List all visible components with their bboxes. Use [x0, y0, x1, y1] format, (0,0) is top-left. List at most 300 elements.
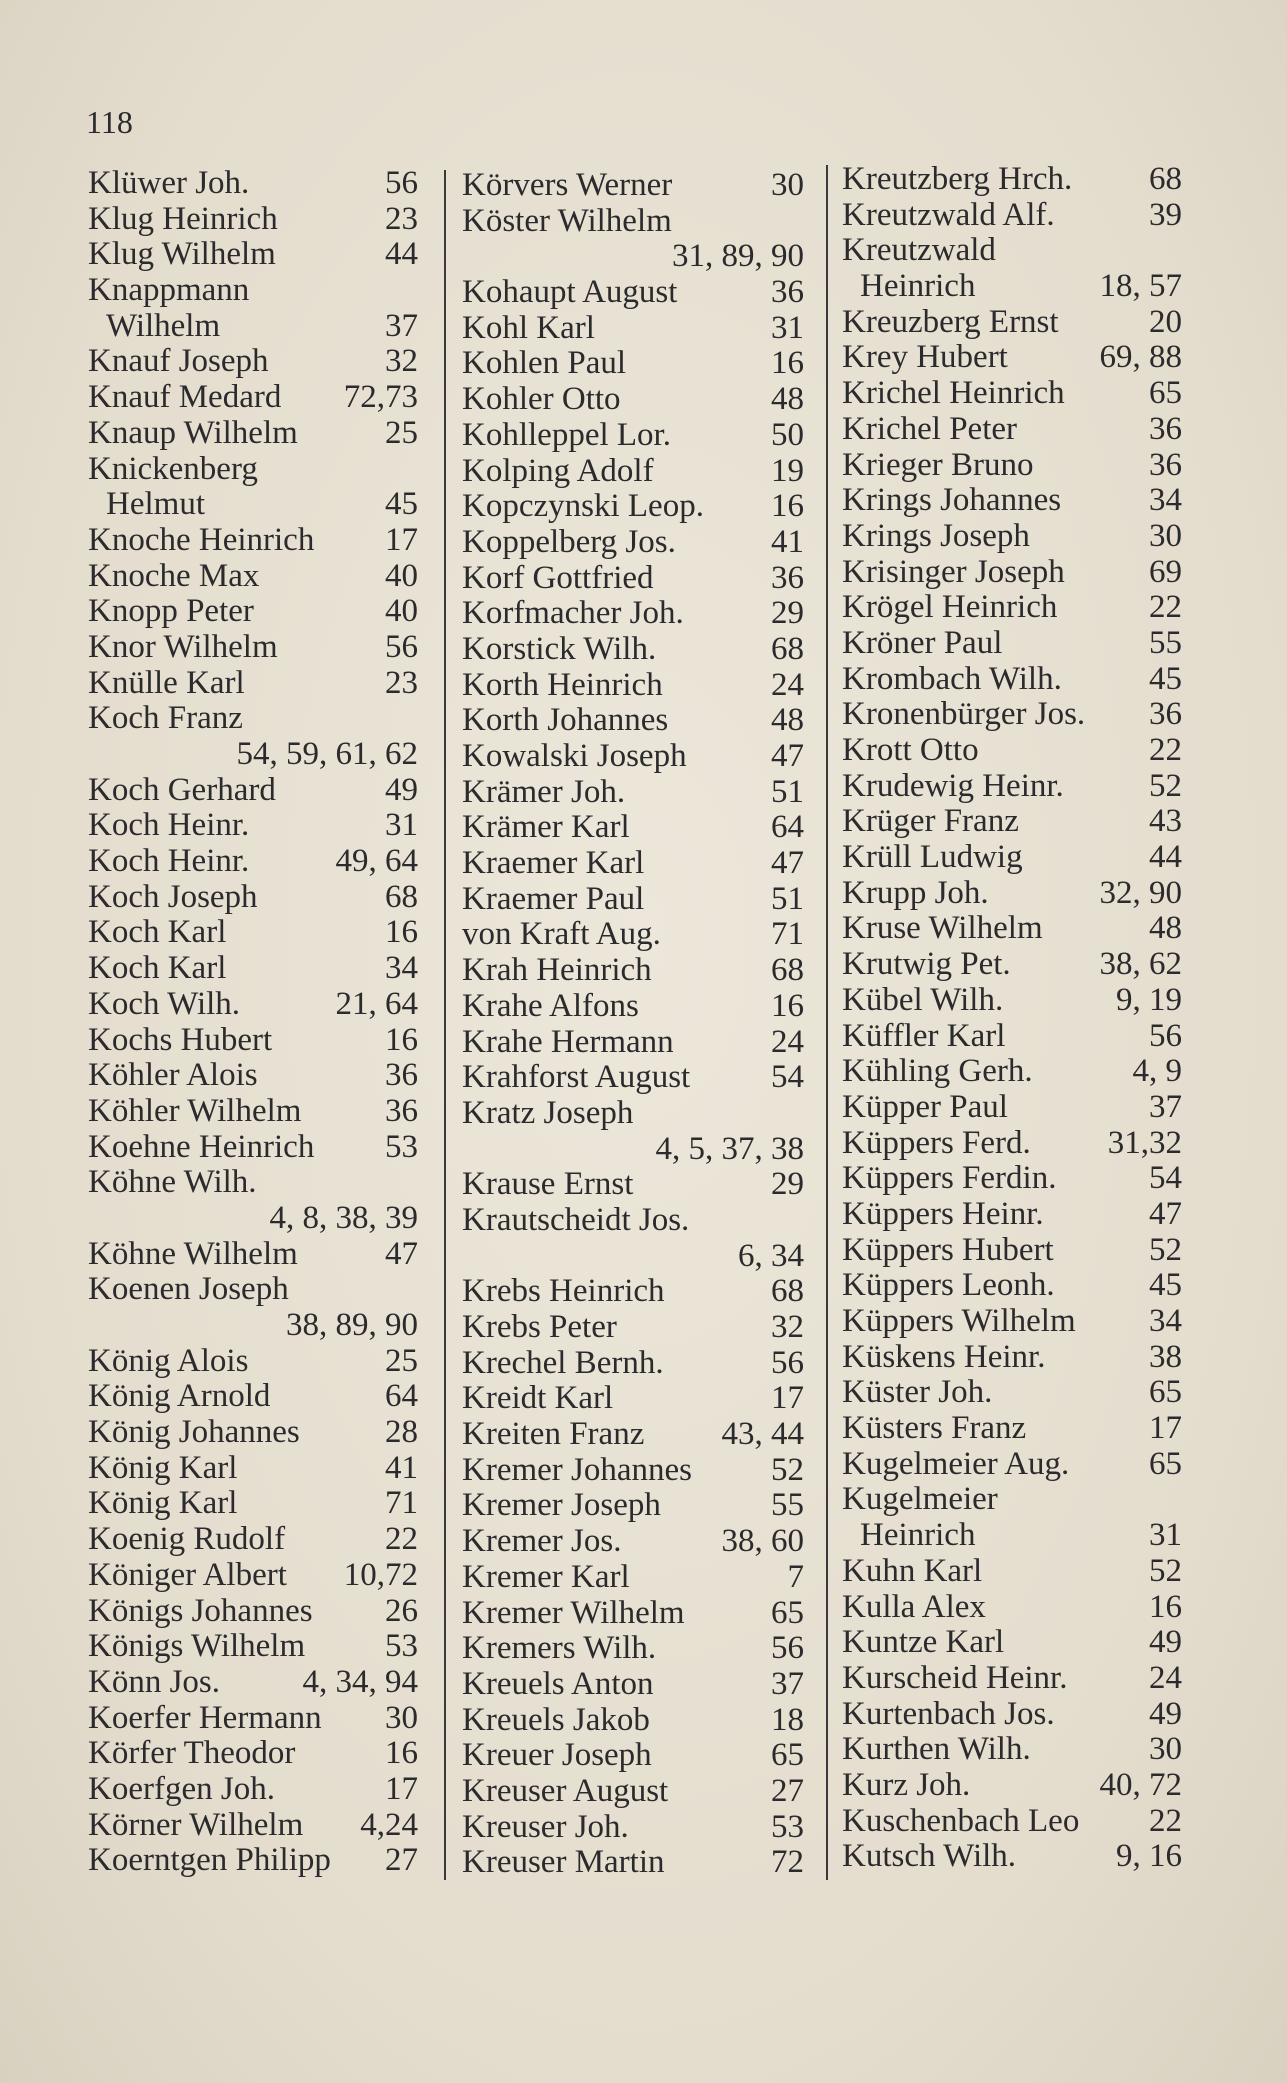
entry-name: Kohl Karl: [462, 309, 595, 346]
entry-pages: 24: [1149, 1659, 1182, 1696]
index-entry-line: [88, 666, 418, 702]
index-entry-line: [462, 1025, 804, 1061]
entry-pages: 47: [1149, 1195, 1182, 1232]
entry-pages: 41: [771, 523, 804, 560]
entry-pages: 56: [385, 628, 418, 665]
entry-pages: 68: [771, 630, 804, 667]
index-entry-line: [88, 987, 418, 1023]
index-entry-line: [88, 1094, 418, 1130]
entry-pages: 4,24: [360, 1806, 418, 1843]
entry-name: Helmut: [106, 486, 205, 523]
index-entry-line: [462, 168, 804, 204]
entry-pages: 47: [771, 845, 804, 882]
index-entry-line: [842, 1090, 1182, 1126]
index-entry-line: [462, 346, 804, 382]
entry-pages: 53: [385, 1128, 418, 1165]
entry-name: Knülle Karl: [88, 664, 245, 701]
index-entry-line: [462, 1845, 804, 1881]
entry-pages: 17: [385, 1770, 418, 1807]
entry-name: Krämer Karl: [462, 809, 630, 846]
entry-name: Koch Franz: [88, 700, 243, 737]
entry-name: Koch Gerhard: [88, 771, 276, 808]
entry-pages: 51: [771, 880, 804, 917]
entry-pages: 41: [385, 1449, 418, 1486]
entry-pages: 16: [771, 987, 804, 1024]
entry-pages: 45: [1149, 660, 1182, 697]
index-column-2: [462, 168, 804, 1881]
index-entry-line: [88, 1344, 418, 1380]
entry-name: Krings Johannes: [842, 482, 1062, 519]
index-entry-line: [462, 1096, 804, 1132]
index-entry-line: [842, 840, 1182, 876]
entry-name: Krahe Hermann: [462, 1023, 674, 1060]
entry-pages: 6, 34: [738, 1237, 804, 1274]
entry-name: Kremer Johannes: [462, 1451, 693, 1488]
index-entry-line: [462, 1667, 804, 1703]
index-entry-line: [88, 1808, 418, 1844]
entry-name: Krieger Bruno: [842, 446, 1034, 483]
entry-name: Wilhelm: [106, 307, 221, 344]
entry-name: Krichel Heinrich: [842, 375, 1065, 412]
entry-name: Kohlleppel Lor.: [462, 416, 671, 453]
entry-name: Küsters Franz: [842, 1410, 1027, 1447]
entry-pages: 32: [771, 1309, 804, 1345]
index-entry-line: [88, 1736, 418, 1772]
index-entry-line: [88, 1558, 418, 1594]
column-divider: [444, 170, 446, 1880]
entry-pages: 16: [385, 914, 418, 951]
entry-name: Krings Joseph: [842, 517, 1030, 554]
entry-name: Kuhn Karl: [842, 1552, 983, 1589]
entry-pages: 68: [771, 952, 804, 989]
index-entry-line: [88, 1843, 418, 1879]
index-entry-line: [462, 953, 804, 989]
entry-name: Kröner Paul: [842, 624, 1003, 661]
entry-pages: 64: [385, 1378, 418, 1415]
entry-pages: 36: [385, 1092, 418, 1129]
entry-name: Küppers Wilhelm: [842, 1303, 1076, 1339]
index-entry-line: [842, 1625, 1182, 1661]
entry-pages: 71: [771, 916, 804, 953]
entry-name: Koch Karl: [88, 914, 227, 951]
index-entry-line: [88, 1522, 418, 1558]
entry-name: Kochs Hubert: [88, 1021, 273, 1058]
index-entry-line: [462, 1560, 804, 1596]
entry-pages: 38: [1149, 1338, 1182, 1375]
entry-name: Korfmacher Joh.: [462, 595, 684, 632]
entry-pages: 43: [1149, 803, 1182, 840]
entry-pages: 24: [771, 666, 804, 703]
index-entry-line: [462, 1810, 804, 1846]
index-entry-line: [462, 1774, 804, 1810]
entry-name: Kugelmeier Aug.: [842, 1445, 1070, 1482]
index-entry-line: [842, 1197, 1182, 1233]
entry-name: Küster Joh.: [842, 1374, 993, 1411]
entry-pages: 53: [771, 1808, 804, 1845]
entry-name: Köhne Wilhelm: [88, 1235, 298, 1272]
entry-name: Kreuzberg Ernst: [842, 303, 1059, 340]
index-entry-line: [462, 418, 804, 454]
entry-pages: 30: [771, 167, 804, 203]
index-entry-line: [462, 1524, 804, 1560]
index-entry-line: [842, 448, 1182, 484]
entry-name: Krämer Joh.: [462, 773, 626, 810]
index-column-1: [88, 166, 418, 1879]
entry-name: Küppers Ferd.: [842, 1124, 1031, 1161]
entry-name: Knor Wilhelm: [88, 628, 278, 665]
index-entry-line: [842, 733, 1182, 769]
index-entry-line: [88, 273, 418, 309]
index-entry-line: [462, 525, 804, 561]
entry-name: Korth Heinrich: [462, 666, 663, 703]
entry-name: Küppers Leonh.: [842, 1267, 1055, 1304]
entry-name: Kohler Otto: [462, 381, 621, 418]
index-entry-line: [88, 1415, 418, 1451]
entry-pages: 19: [771, 452, 804, 489]
entry-name: Koenen Joseph: [88, 1271, 289, 1308]
entry-pages: 4, 34, 94: [302, 1663, 418, 1700]
index-entry-line: [88, 1665, 418, 1701]
entry-pages: 48: [1149, 910, 1182, 947]
entry-pages: 36: [771, 559, 804, 596]
entry-name: Kratz Joseph: [462, 1094, 634, 1131]
entry-pages: 69, 88: [1099, 339, 1182, 376]
entry-name: Kurtenbach Jos.: [842, 1695, 1055, 1732]
entry-pages: 22: [1149, 589, 1182, 626]
entry-name: Kraemer Karl: [462, 845, 645, 882]
index-entry-line: [842, 1233, 1182, 1269]
index-entry-line: [842, 769, 1182, 805]
entry-pages: 48: [771, 381, 804, 418]
entry-name: Knauf Medard: [88, 379, 282, 416]
entry-pages: 47: [385, 1235, 418, 1272]
index-entry-line: [88, 237, 418, 273]
entry-pages: 37: [771, 1665, 804, 1702]
entry-name: Kühling Gerh.: [842, 1053, 1033, 1090]
entry-pages: 26: [385, 1592, 418, 1629]
entry-name: Kremers Wilh.: [462, 1630, 657, 1667]
entry-pages: 9, 16: [1116, 1838, 1182, 1875]
entry-pages: 4, 5, 37, 38: [655, 1130, 804, 1167]
index-entry-line: [842, 269, 1182, 305]
index-entry-line: [842, 1411, 1182, 1447]
entry-pages: 16: [771, 488, 804, 525]
index-entry-line: [462, 703, 804, 739]
index-entry-line: [842, 1126, 1182, 1162]
entry-pages: 34: [1149, 1303, 1182, 1339]
entry-pages: 31: [771, 309, 804, 346]
entry-name: Könn Jos.: [88, 1663, 221, 1700]
entry-pages: 50: [771, 416, 804, 453]
entry-name: Knappmann: [88, 272, 250, 309]
entry-name: Krisinger Joseph: [842, 553, 1065, 590]
entry-pages: 16: [1149, 1588, 1182, 1625]
entry-pages: 65: [1149, 1445, 1182, 1482]
entry-pages: 56: [1149, 1017, 1182, 1054]
index-entry-line: [88, 1486, 418, 1522]
page-number: 118: [86, 104, 133, 140]
index-entry-line: [462, 454, 804, 490]
entry-pages: 39: [1149, 196, 1182, 233]
entry-pages: 40: [385, 593, 418, 630]
entry-name: Kraemer Paul: [462, 880, 645, 917]
index-entry-line: [462, 1738, 804, 1774]
entry-name: König Alois: [88, 1342, 249, 1379]
entry-name: Kreuser Martin: [462, 1844, 665, 1881]
entry-name: Körfer Theodor: [88, 1735, 296, 1772]
entry-name: Krüll Ludwig: [842, 839, 1023, 876]
entry-name: Koch Karl: [88, 950, 227, 987]
entry-name: Krause Ernst: [462, 1166, 634, 1203]
index-entry-line: [842, 1661, 1182, 1697]
index-entry-line: [88, 487, 418, 523]
entry-pages: 36: [1149, 446, 1182, 483]
entry-pages: 49, 64: [335, 843, 418, 880]
entry-name: Knopp Peter: [88, 593, 254, 630]
entry-pages: 4, 8, 38, 39: [269, 1199, 418, 1236]
entry-pages: 31,32: [1107, 1124, 1182, 1161]
entry-pages: 47: [771, 738, 804, 774]
entry-pages: 44: [1149, 839, 1182, 876]
entry-name: Königs Johannes: [88, 1592, 313, 1629]
entry-pages: 9, 19: [1116, 981, 1182, 1018]
index-entry-line: [462, 1346, 804, 1382]
entry-name: Krechel Bernh.: [462, 1344, 664, 1381]
index-entry-line: [462, 596, 804, 632]
entry-pages: 16: [771, 345, 804, 382]
entry-pages: 64: [771, 809, 804, 846]
entry-pages: 22: [1149, 1802, 1182, 1839]
entry-name: Kurthen Wilh.: [842, 1731, 1031, 1768]
entry-pages: 40: [385, 557, 418, 594]
entry-name: Krah Heinrich: [462, 952, 652, 989]
index-entry-line: [462, 561, 804, 597]
entry-name: Küppers Heinr.: [842, 1195, 1044, 1232]
index-entry-line: [462, 775, 804, 811]
index-entry-line: [842, 376, 1182, 412]
index-column-3: [842, 162, 1182, 1875]
entry-name: Kreuser August: [462, 1772, 669, 1809]
entry-name: Kuntze Karl: [842, 1624, 1005, 1661]
index-entry-line: [842, 1268, 1182, 1304]
entry-pages: 32, 90: [1099, 874, 1182, 911]
entry-name: Kopczynski Leop.: [462, 488, 704, 525]
index-entry-line: [462, 882, 804, 918]
entry-pages: 40, 72: [1099, 1766, 1182, 1803]
index-entry-line: [462, 632, 804, 668]
entry-name: Korstick Wilh.: [462, 630, 657, 667]
index-entry-line: [88, 630, 418, 666]
entry-pages: 20: [1149, 303, 1182, 340]
index-entry-line: [842, 876, 1182, 912]
index-entry-line: [842, 340, 1182, 376]
index-entry-line: [462, 810, 804, 846]
index-entry-line: [842, 1590, 1182, 1626]
entry-pages: 18, 57: [1099, 268, 1182, 305]
entry-pages: 23: [385, 664, 418, 701]
entry-pages: 31: [385, 807, 418, 844]
index-entry-line: [88, 202, 418, 238]
entry-name: Kreidt Karl: [462, 1380, 614, 1417]
index-entry-line: [842, 1161, 1182, 1197]
entry-name: Koehne Heinrich: [88, 1128, 315, 1165]
entry-pages: 31, 89, 90: [672, 238, 804, 275]
index-entry-line: [88, 844, 418, 880]
entry-pages: 69: [1149, 553, 1182, 590]
entry-pages: 38, 62: [1099, 946, 1182, 983]
index-entry-line: [88, 1237, 418, 1273]
index-entry-line: [88, 1594, 418, 1630]
index-entry-line: [88, 773, 418, 809]
entry-name: König Johannes: [88, 1414, 300, 1451]
entry-pages: 34: [1149, 482, 1182, 519]
entry-name: Kreuels Anton: [462, 1665, 654, 1702]
entry-name: Kurz Joh.: [842, 1766, 971, 1803]
entry-name: Kremer Karl: [462, 1558, 630, 1595]
index-entry-line: [842, 590, 1182, 626]
index-entry-line: [462, 846, 804, 882]
entry-pages: 68: [1149, 161, 1182, 197]
entry-pages: 52: [1149, 767, 1182, 804]
index-entry-line: [88, 523, 418, 559]
index-entry-line: [88, 951, 418, 987]
entry-name: Knaup Wilhelm: [88, 414, 298, 451]
index-entry-line: [842, 1554, 1182, 1590]
index-entry-line: [462, 382, 804, 418]
entry-name: Heinrich: [860, 1517, 976, 1554]
entry-name: Kugelmeier: [842, 1481, 998, 1518]
index-entry-line: [842, 1304, 1182, 1340]
entry-name: Küppers Hubert: [842, 1231, 1054, 1268]
index-entry-line: [88, 1201, 418, 1237]
entry-name: Kreuser Joh.: [462, 1808, 629, 1845]
entry-pages: 30: [1149, 517, 1182, 554]
index-entry-line: [462, 1453, 804, 1489]
index-entry-line: [462, 311, 804, 347]
entry-name: Kreuer Joseph: [462, 1737, 652, 1774]
entry-name: Krögel Heinrich: [842, 589, 1058, 626]
entry-name: Kohaupt August: [462, 274, 678, 311]
entry-name: Koppelberg Jos.: [462, 523, 676, 560]
entry-name: König Arnold: [88, 1378, 271, 1415]
index-entry-line: [462, 1381, 804, 1417]
entry-pages: 4, 9: [1132, 1053, 1182, 1090]
index-entry-line: [88, 1023, 418, 1059]
entry-pages: 7: [787, 1558, 804, 1595]
entry-name: Krüger Franz: [842, 803, 1019, 840]
index-entry-line: [88, 1165, 418, 1201]
entry-pages: 24: [771, 1023, 804, 1060]
entry-pages: 25: [385, 1342, 418, 1379]
entry-name: Küffler Karl: [842, 1017, 1006, 1054]
entry-pages: 25: [385, 414, 418, 451]
entry-pages: 32: [385, 343, 418, 380]
entry-pages: 28: [385, 1414, 418, 1451]
entry-pages: 55: [771, 1487, 804, 1524]
entry-name: Königer Albert: [88, 1556, 287, 1593]
entry-pages: 37: [385, 307, 418, 344]
index-entry-line: [88, 380, 418, 416]
entry-name: Kruse Wilhelm: [842, 910, 1043, 947]
entry-name: Kreutzwald Alf.: [842, 196, 1055, 233]
index-entry-line: [842, 483, 1182, 519]
entry-name: Krebs Peter: [462, 1309, 617, 1345]
index-entry-line: [842, 1054, 1182, 1090]
entry-pages: 56: [385, 165, 418, 201]
entry-pages: 45: [1149, 1267, 1182, 1304]
entry-pages: 22: [1149, 732, 1182, 768]
entry-name: König Karl: [88, 1449, 238, 1486]
entry-name: Krutwig Pet.: [842, 946, 1011, 983]
entry-pages: 56: [771, 1344, 804, 1381]
entry-name: Koerfer Hermann: [88, 1699, 322, 1736]
entry-pages: 36: [1149, 410, 1182, 447]
entry-pages: 29: [771, 595, 804, 632]
index-entry-line: [842, 911, 1182, 947]
index-entry-line: [462, 275, 804, 311]
entry-pages: 27: [771, 1772, 804, 1809]
entry-pages: 30: [1149, 1731, 1182, 1768]
entry-name: Kurscheid Heinr.: [842, 1659, 1068, 1696]
entry-pages: 29: [771, 1166, 804, 1203]
entry-name: von Kraft Aug.: [462, 916, 661, 953]
entry-name: Körner Wilhelm: [88, 1806, 304, 1843]
entry-pages: 56: [771, 1630, 804, 1667]
entry-name: Krott Otto: [842, 732, 979, 768]
entry-name: Krombach Wilh.: [842, 660, 1062, 697]
entry-name: Korf Gottfried: [462, 559, 654, 596]
index-entry-line: [842, 1768, 1182, 1804]
index-entry-line: [462, 1310, 804, 1346]
entry-name: Kolping Adolf: [462, 452, 654, 489]
entry-pages: 17: [1149, 1410, 1182, 1447]
entry-pages: 16: [385, 1021, 418, 1058]
entry-pages: 52: [771, 1451, 804, 1488]
entry-pages: 49: [1149, 1624, 1182, 1661]
entry-name: Kowalski Joseph: [462, 738, 687, 774]
index-entry-line: [842, 305, 1182, 341]
entry-pages: 18: [771, 1701, 804, 1738]
index-entry-line: [88, 344, 418, 380]
index-entry-line: [842, 1839, 1182, 1875]
index-entry-line: [842, 162, 1182, 198]
index-entry-line: [842, 983, 1182, 1019]
entry-name: Knickenberg: [88, 450, 258, 487]
entry-name: Kremer Jos.: [462, 1523, 622, 1560]
index-entry-line: [842, 804, 1182, 840]
entry-pages: 23: [385, 200, 418, 237]
entry-name: Korth Johannes: [462, 702, 669, 739]
entry-pages: 17: [385, 521, 418, 558]
entry-name: Kreuels Jakob: [462, 1701, 650, 1738]
entry-pages: 27: [385, 1842, 418, 1879]
index-entry-line: [842, 1482, 1182, 1518]
entry-pages: 53: [385, 1628, 418, 1665]
index-entry-line: [462, 1417, 804, 1453]
entry-name: Koch Heinr.: [88, 843, 250, 880]
entry-name: Krey Hubert: [842, 339, 1008, 376]
entry-pages: 54: [771, 1059, 804, 1096]
index-entry-line: [842, 947, 1182, 983]
entry-name: Koch Heinr.: [88, 807, 250, 844]
entry-name: Heinrich: [860, 268, 976, 305]
entry-pages: 21, 64: [335, 985, 418, 1022]
index-entry-line: [842, 412, 1182, 448]
index-entry-line: [462, 239, 804, 275]
index-entry-line: [462, 1203, 804, 1239]
index-entry-line: [462, 1631, 804, 1667]
entry-pages: 45: [385, 486, 418, 523]
